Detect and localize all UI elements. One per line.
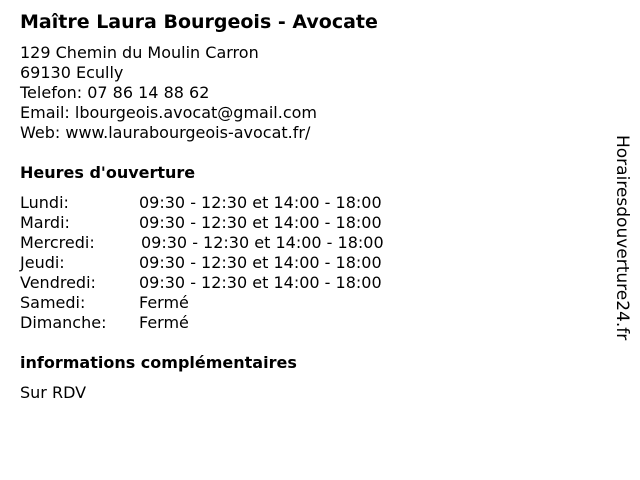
day-label: Mardi: [20, 213, 70, 232]
day-label: Dimanche: [20, 313, 107, 332]
website-url: Web: www.laurabourgeois-avocat.fr/ [20, 123, 311, 142]
day-hours: Fermé [139, 293, 189, 312]
day-hours: 09:30 - 12:30 et 14:00 - 18:00 [139, 193, 382, 212]
info-text: Sur RDV [20, 383, 87, 402]
street-address: 129 Chemin du Moulin Carron [20, 43, 259, 62]
day-label: Jeudi: [20, 253, 65, 272]
day-hours: 09:30 - 12:30 et 14:00 - 18:00 [139, 213, 382, 232]
phone-number: Telefon: 07 86 14 88 62 [20, 83, 210, 102]
day-hours: 09:30 - 12:30 et 14:00 - 18:00 [139, 253, 382, 272]
hours-heading: Heures d'ouverture [20, 163, 196, 182]
email-address: Email: lbourgeois.avocat@gmail.com [20, 103, 317, 122]
day-label: Vendredi: [20, 273, 96, 292]
contact-block [20, 43, 317, 143]
day-hours: Fermé [139, 313, 189, 332]
business-title: Maître Laura Bourgeois - Avocate [20, 11, 378, 33]
city-address: 69130 Ecully [20, 63, 124, 82]
day-label: Mercredi: [20, 233, 95, 252]
day-hours: 09:30 - 12:30 et 14:00 - 18:00 [139, 273, 382, 292]
site-watermark: Horairesdouverture24.fr [612, 135, 632, 341]
day-hours: 09:30 - 12:30 et 14:00 - 18:00 [141, 233, 384, 252]
day-label: Lundi: [20, 193, 69, 212]
day-label: Samedi: [20, 293, 86, 312]
info-heading: informations complémentaires [20, 353, 297, 372]
